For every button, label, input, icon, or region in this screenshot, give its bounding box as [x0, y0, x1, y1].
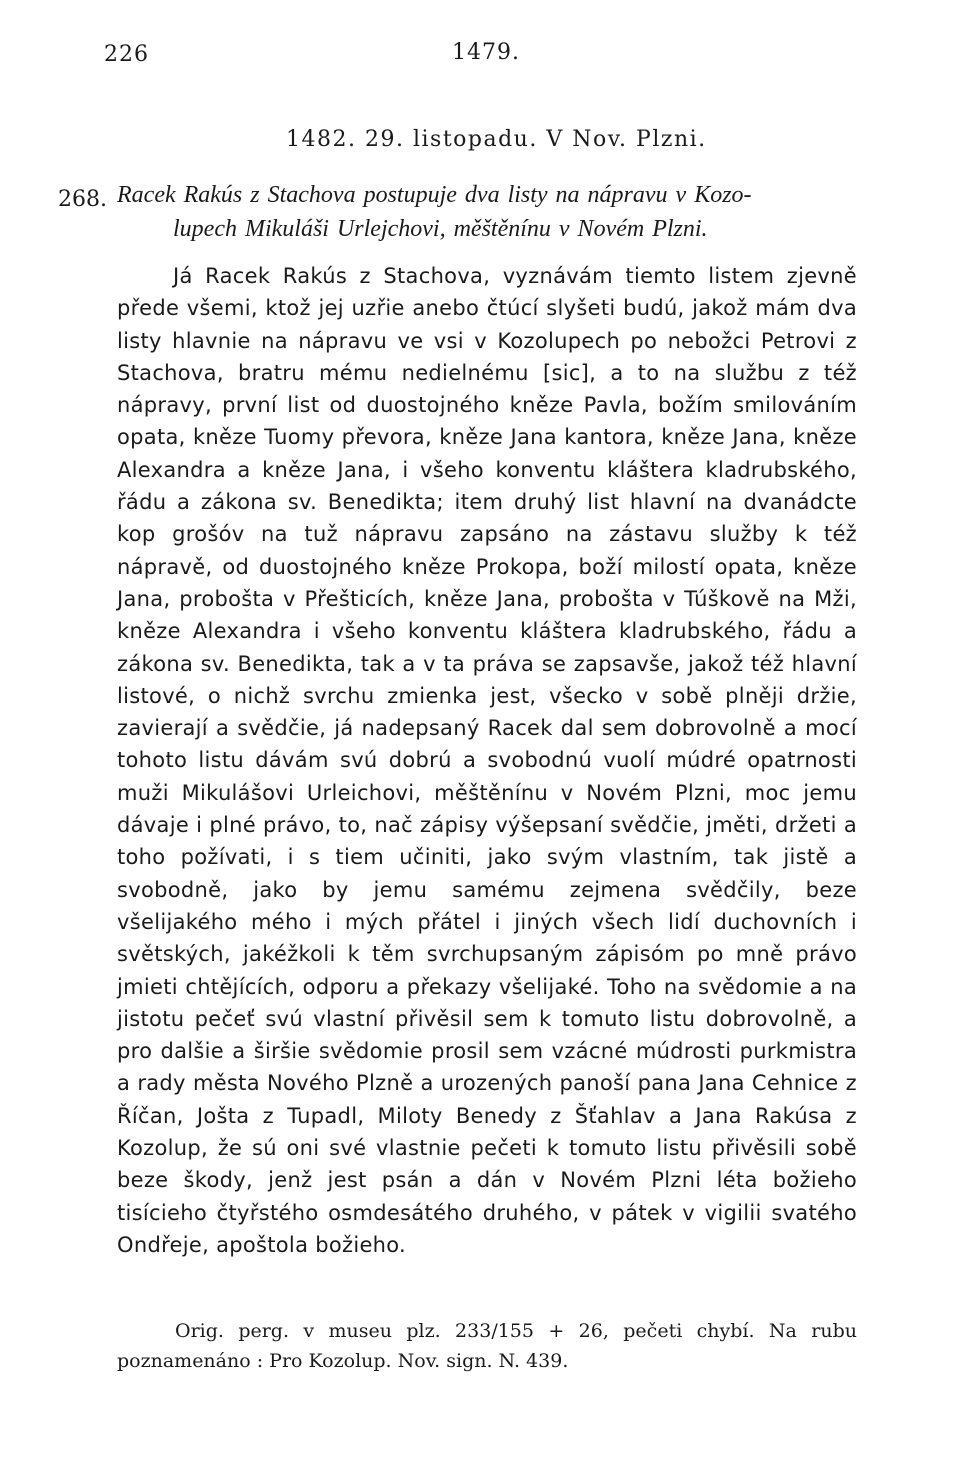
running-head-year: 1479.	[452, 40, 520, 65]
regest-line-2: lupech Mikuláši Urlejchovi, měštěnínu v Novém Plzni.	[173, 216, 708, 242]
regest-summary	[117, 178, 857, 246]
document-date-line: 1482. 29. listopadu. V Nov. Plzni.	[286, 127, 707, 152]
source-note: Orig. perg. v museu plz. 233/155 + 26, pečeti chybí. Na rubu poznamenáno : Pro Kozolup. Nov. sign. N. 439.	[117, 1320, 857, 1372]
regest-line-1: Racek Rakús z Stachova postupuje dva listy na nápravu v Kozo-	[117, 182, 752, 208]
charter-body-text: Já Racek Rakús z Stachova, vyznávám tiemto listem zjevně přede všemi, ktož jej uzřie anebo čtúcí slyšeti budú, jakož mám dva listy hlavnie na nápravu ve vsi v Kozolupech po nebožci Petrovi z Stachova, bratru mému nedielnému [sic], a to na službu z též nápravy, první list od duostojného kněze Pavla, božím smilováním opata, kněze Tuomy převora, kněze Jana kantora, kněze Jana, kněze Alexandra a kněze Jana, i všeho konventu kláštera kladrubského, řádu a zákona sv. Benedikta; item druhý list hlavní na dvanádcte kop grošóv na tuž nápravu zapsáno na zástavu služby k též nápravě, od duostojného kněze Prokopa, boží milostí opata, kněze Jana, probošta v Přešticích, kněze Jana, probošta v Túškově na Mži, kněze Alexandra i všeho konventu kláštera kladrubského, řádu a zákona sv. Benedikta, tak a v ta práva se zapsavše, jakož též hlavní listové, o nichž svrchu zmienka jest, všecko v sobě plněji držie, zavierají a svědčie, já nadepsaný Racek dal sem dobrovolně a mocí tohoto listu dávám svú dobrú a svobodnú vuolí múdré opatrnosti muži Mikulášovi Urleichovi, měštěnínu v Novém Plzni, moc jemu dávaje i plné právo, to, nač zápisy výšepsaní svědčie, jměti, držeti a toho požívati, i s tiem učiniti, jako svým vlastním, tak jistě a svobodně, jako by jemu samému zejmena svědčily, beze všelijakého mého i mých přátel i jiných všech lidí duchovních i světských, jakéžkoli k těm svrchupsaným zápisóm po mně právo jmieti chtějících, odporu a překazy všelijaké. Toho na svědomie a na jistotu pečeť svú vlastní přivěsil sem k tomuto listu dobrovolně, a pro dalšie a širšie svědomie prosil sem vzácné múdrosti purkmistra a rady města Nového Plzně a urozených panoší pana Jana Cehnice z Říčan, Jošta z Tupadl, Miloty Benedy z Šťahlav a Jana Rakúsa z Kozolup, že sú oni své vlastnie pečeti k tomuto listu přivěsili sobě beze škody, jenž jest psán a dán v Novém Plzni léta božieho tisícieho čtyřstého osmdesátého druhého, v pátek v vigilii svatého Ondřeje, apoštola božieho.	[117, 264, 857, 1257]
entry-number: 268.	[58, 187, 107, 212]
page-number: 226	[104, 42, 149, 67]
